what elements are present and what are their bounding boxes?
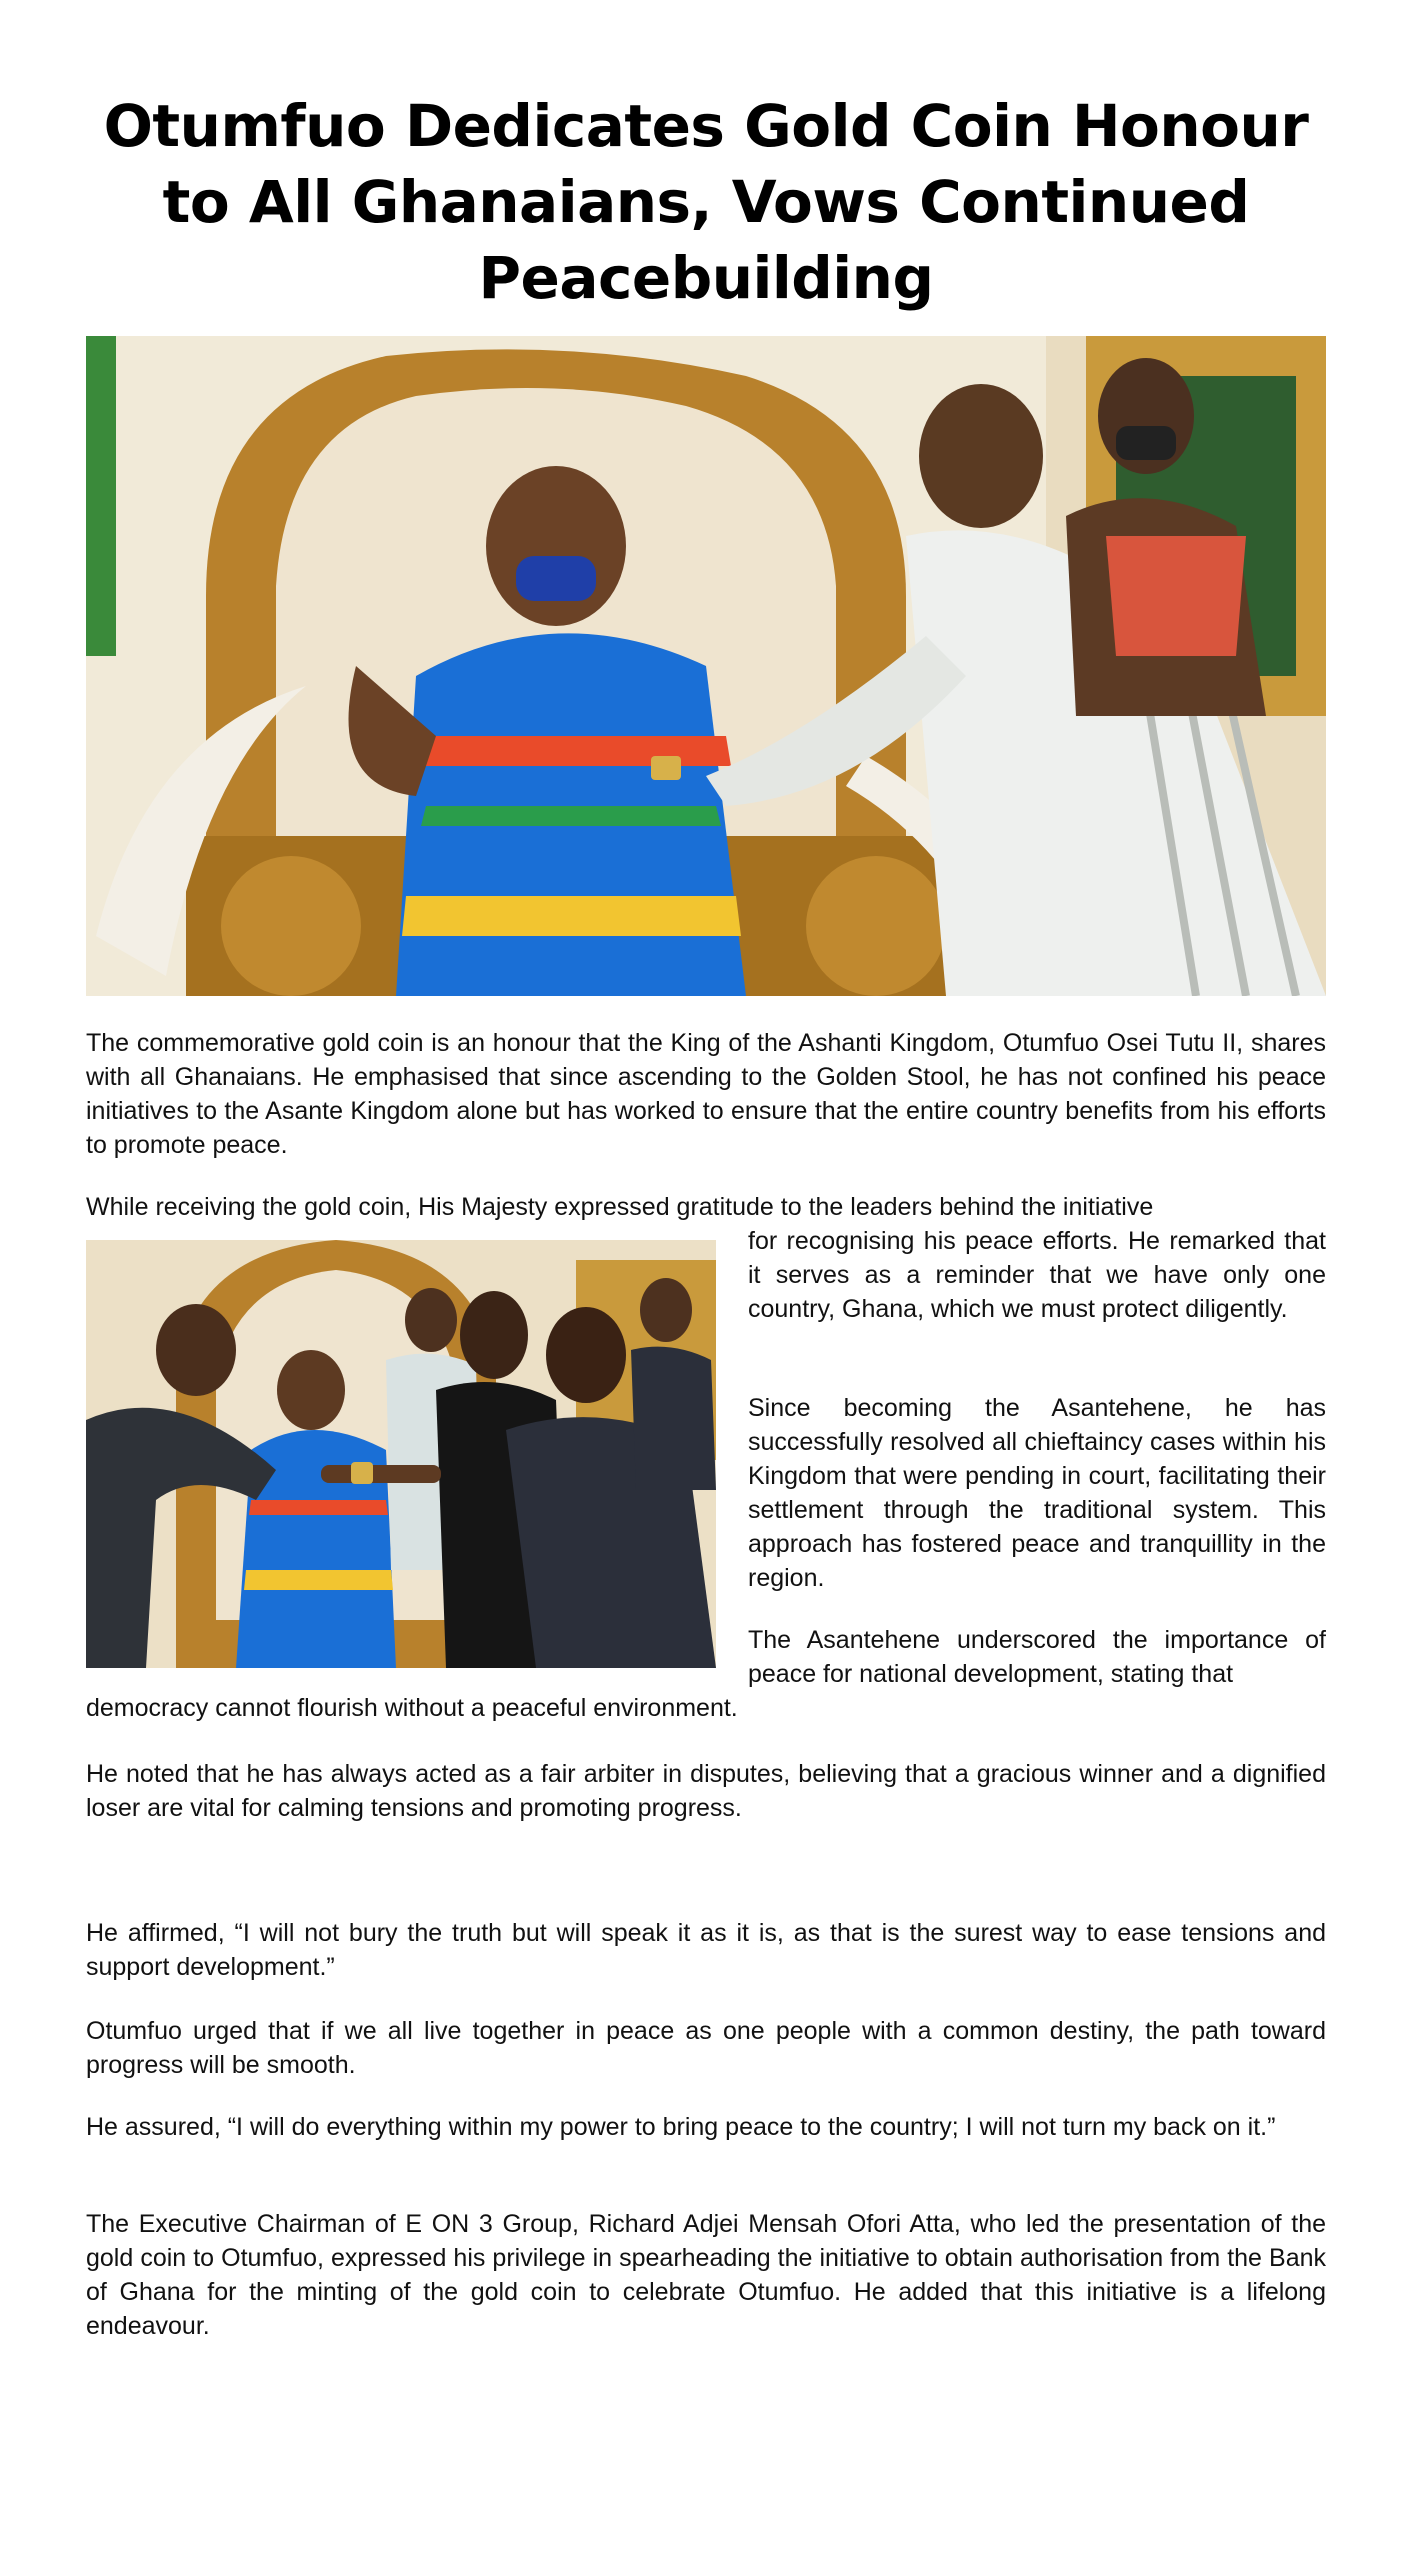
group-photo-illustration: [86, 1240, 716, 1668]
paragraph-gratitude-line: While receiving the gold coin, His Majesty expressed gratitude to the leaders behind the initiative: [86, 1193, 1154, 1221]
group-photo: [86, 1240, 716, 1668]
paragraph-gold-coin-honour: The commemorative gold coin is an honour that the King of the Ashanti Kingdom, Otumfuo Osei Tutu II, shares with all Ghanaians. He emphasised that since ascending to the Golden Stool, he has not confined his peace initiatives to the Asante Kingdom alone but has worked to ensure that the entire country benefits from his efforts to promote peace.: [86, 1029, 1326, 1159]
paragraph-peace-development: The Asantehene underscored the importance of peace for national development, stating that: [748, 1626, 1326, 1688]
main-photo: [86, 336, 1326, 996]
paragraph-fair-arbiter: He noted that he has always acted as a fair arbiter in disputes, believing that a gracious winner and a dignified loser are vital for calming tensions and promoting progress.: [86, 1760, 1326, 1822]
paragraph-gratitude-continued: for recognising his peace efforts. He remarked that it serves as a reminder that we have only one country, Ghana, which we must protect diligently.: [748, 1227, 1326, 1323]
paragraph-power-to-bring-peace: He assured, “I will do everything within my power to bring peace to the country; I will not turn my back on it.”: [86, 2113, 1276, 2141]
paragraph-executive-chairman: The Executive Chairman of E ON 3 Group, Richard Adjei Mensah Ofori Atta, who led the presentation of the gold coin to Otumfuo, expressed his privilege in spearheading the initiative to obtain authorisation from the Bank of Ghana for the minting of the gold coin to celebrate Otumfuo. He added that this initiative is a lifelong endeavour.: [86, 2210, 1326, 2340]
paragraph-peace-development-continued: democracy cannot flourish without a peaceful environment.: [86, 1694, 738, 1722]
paragraph-speak-truth: He affirmed, “I will not bury the truth but will speak it as it is, as that is the surest way to ease tensions and support development.”: [86, 1919, 1326, 1981]
main-photo-illustration: [86, 336, 1326, 996]
paragraph-chieftaincy-cases: Since becoming the Asantehene, he has successfully resolved all chieftaincy cases within his Kingdom that were pending in court, facilitating their settlement through the traditional system. This approach has fostered peace and tranquillity in the region.: [748, 1394, 1326, 1592]
article-title: Otumfuo Dedicates Gold Coin Honour to All Ghanaians, Vows Continued Peacebuilding: [103, 92, 1309, 312]
paragraph-live-in-peace: Otumfuo urged that if we all live together in peace as one people with a common destiny, the path toward progress will be smooth.: [86, 2017, 1326, 2079]
